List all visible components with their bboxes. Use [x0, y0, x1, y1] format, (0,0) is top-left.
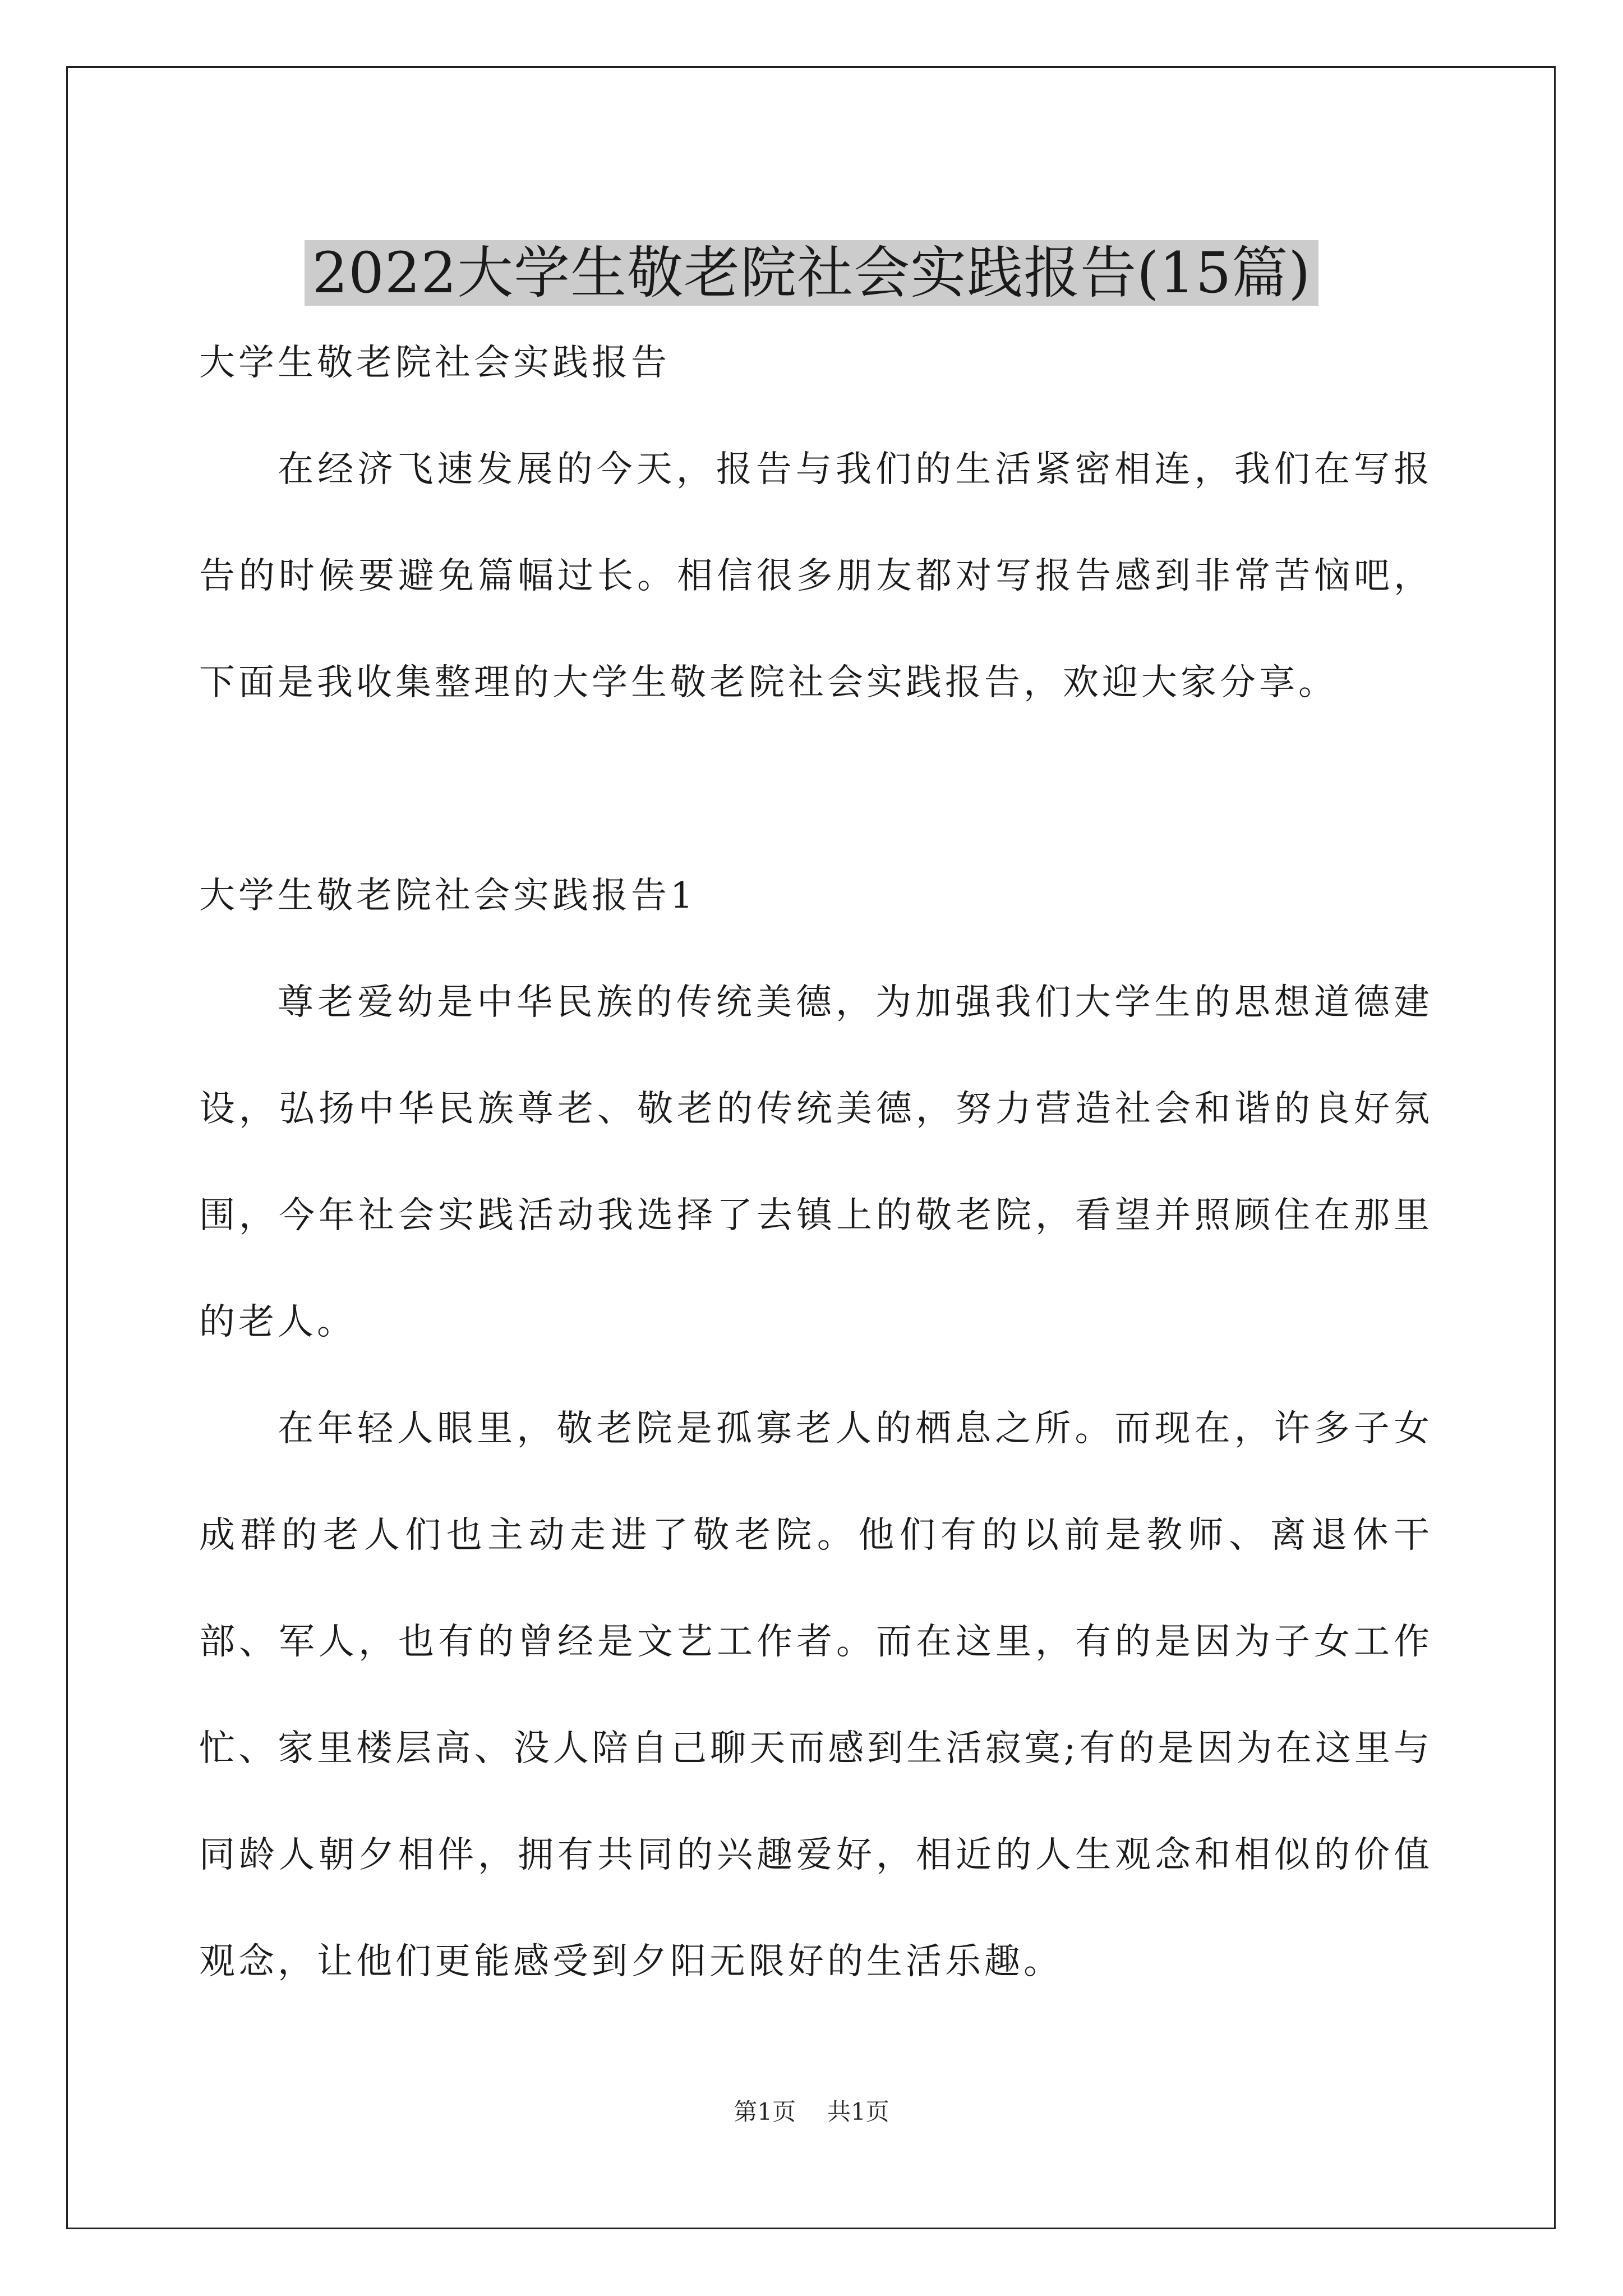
page-footer — [0, 2095, 1623, 2129]
page-number-total: 共1页 — [827, 2098, 889, 2125]
intro-paragraph: 在经济飞速发展的今天，报告与我们的生活紧密相连，我们在写报告的时候要避免篇幅过长。相信很多朋友都对写报告感到非常苦恼吧，下面是我收集整理的大学生敬老院社会实践报告，欢迎大家分享。 — [199, 449, 1433, 703]
section-paragraph: 在年轻人眼里，敬老院是孤寡老人的栖息之所。而现在，许多子女成群的老人们也主动走进了敬老院。他们有的以前是教师、离退休干部、军人，也有的曾经是文艺工作者。而在这里，有的是因为子女工作忙、家里楼层高、没人陪自己聊天而感到生活寂寞;有的是因为在这里与同龄人朝夕相伴，拥有共同的兴趣爱好，相近的人生观念和相似的价值观念，让他们更能感受到夕阳无限好的生活乐趣。 — [199, 1408, 1433, 1982]
document-title-text: 2022大学生敬老院社会实践报告(15篇) — [305, 240, 1319, 306]
document-body — [199, 310, 1433, 2015]
document-title — [0, 231, 1623, 315]
page-number-current: 第1页 — [734, 2098, 796, 2125]
section-spacer — [199, 736, 1433, 843]
intro-heading: 大学生敬老院社会实践报告 — [199, 342, 670, 384]
section-paragraph: 尊老爱幼是中华民族的传统美德，为加强我们大学生的思想道德建设，弘扬中华民族尊老、敬老的传统美德，努力营造社会和谐的良好氛围，今年社会实践活动我选择了去镇上的敬老院，看望并照顾住在那里的老人。 — [199, 982, 1433, 1343]
section-heading: 大学生敬老院社会实践报告1 — [199, 875, 697, 917]
